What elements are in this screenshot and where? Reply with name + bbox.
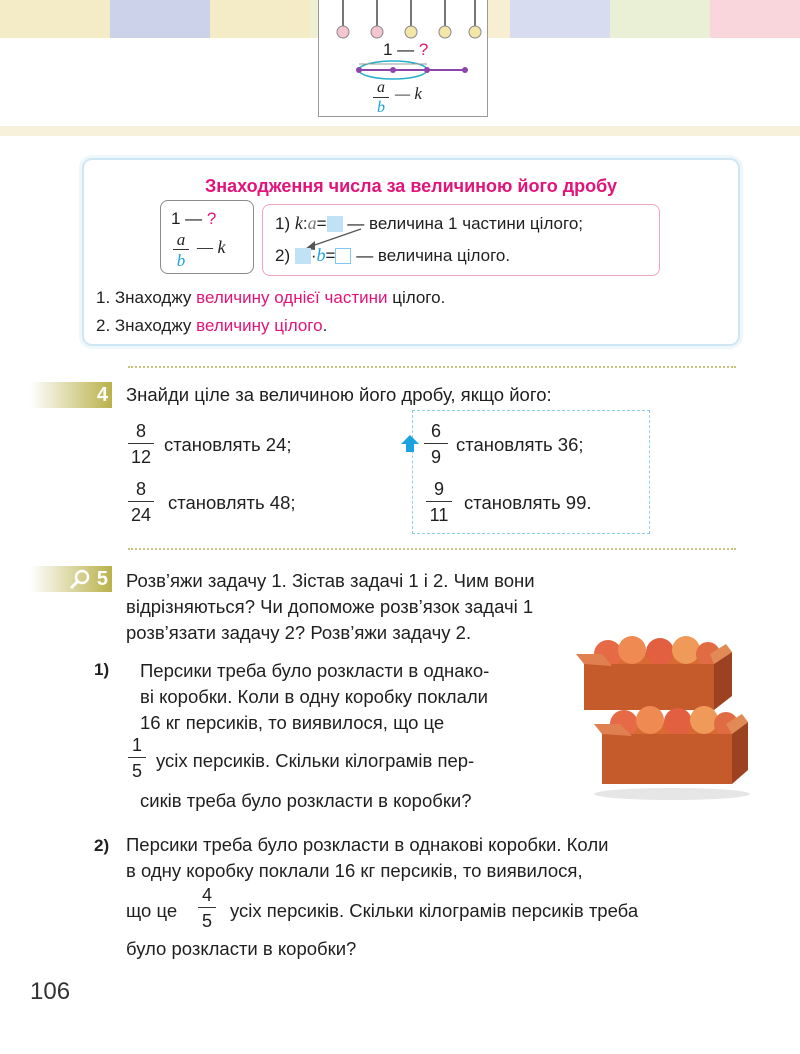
exercise-4-tab: [30, 382, 112, 408]
ex4-frac-4-num: 9: [433, 479, 444, 499]
rule-item1-pre: 1. Знаходжу: [96, 288, 197, 307]
task1-last-line: сиків треба було розкласти в коробки?: [140, 790, 472, 811]
note-top-left: 1 —: [383, 40, 415, 59]
ex5-prompt-line-2: відрізняються? Чи допоможе розв’язок задачі 1: [126, 596, 534, 617]
rule-card-l1b: ?: [206, 209, 217, 228]
rule-item2-post: .: [322, 316, 328, 335]
ex4-frac-1-num: 8: [135, 421, 146, 441]
step2-tail: — величина цілого.: [356, 246, 511, 265]
step-1: [275, 213, 583, 234]
header-divider: [0, 126, 800, 136]
step1-k: k: [294, 213, 303, 233]
ex4-frac-4-den: 11: [429, 505, 449, 525]
rule-mini-card: [160, 200, 254, 274]
exercise-5-number: 5: [96, 568, 108, 590]
ex4-frac-4: [426, 478, 452, 526]
ex4-frac-2-num: 8: [135, 479, 146, 499]
header-band-3: [210, 0, 310, 38]
task2-frac: [198, 884, 216, 932]
ex4-frac-3: [424, 420, 448, 468]
step-2: [275, 245, 510, 266]
ex5-prompt-line-3: розв’язати задачу 2? Розв’яжи задачу 2.: [126, 622, 472, 643]
exercise-5-tab: [30, 566, 112, 592]
ex4-text-3: становлять 36;: [456, 434, 584, 455]
task1-frac: [128, 734, 146, 782]
header-band-2: [110, 0, 210, 38]
dotted-divider-2: [128, 548, 736, 550]
ex4-frac-1-den: 12: [130, 447, 152, 467]
step2-dot: ·: [310, 246, 317, 265]
rule-card-l1a: 1 —: [171, 209, 203, 228]
magnifier-icon: [68, 568, 94, 590]
task2-pre-frac: що це: [126, 900, 178, 921]
dotted-divider-1: [128, 366, 736, 368]
task2-after-frac: усіх персиків. Скільки кілограмів персиків треба: [230, 900, 639, 921]
step1-eq: =: [316, 214, 327, 233]
step1-number: 1): [275, 214, 291, 233]
step2-empty-box: [335, 248, 351, 264]
rule-card-frac-den: b: [176, 251, 186, 270]
task2-line-1: Персики треба було розкласти в однакові коробки. Коли: [126, 834, 609, 855]
exercise-4-prompt: Знайди ціле за величиною його дробу, якщо його:: [126, 384, 552, 405]
ex4-text-2: становлять 48;: [168, 492, 296, 513]
step2-box: [295, 248, 311, 264]
rule-item-1: [96, 288, 445, 308]
ex5-prompt-line-1: Розв’яжи задачу 1. Зістав задачі 1 і 2. Чим вони: [126, 570, 535, 591]
step1-a: a: [307, 213, 317, 233]
note-frac-den: b: [377, 99, 385, 116]
exercise-4-number: 4: [96, 384, 108, 406]
rule-item-2: [96, 316, 327, 336]
rule-card-frac-num: a: [176, 230, 186, 249]
step2-number: 2): [275, 246, 291, 265]
rule-steps-card: [262, 204, 660, 276]
task1-line-3: 16 кг персиків, то виявилося, що це: [140, 712, 445, 733]
task1-frac-num: 1: [131, 735, 142, 755]
ex4-frac-1: [128, 420, 154, 468]
up-arrow-icon: [400, 434, 420, 454]
step2-b: b: [316, 245, 326, 265]
step1-tail: — величина 1 частини цілого;: [347, 214, 584, 233]
task1-frac-den: 5: [131, 761, 142, 781]
rule-item1-post: цілого.: [387, 288, 446, 307]
rule-card-frac-rest: — k: [197, 237, 226, 257]
ex4-frac-2: [128, 478, 154, 526]
header-band-1: [0, 0, 110, 38]
task2-line-2: в одну коробку поклали 16 кг персиків, то виявилося,: [126, 860, 583, 881]
task2-last-line: було розкласти в коробки?: [126, 938, 357, 959]
rule-item1-highlight: величину однієї частини: [196, 288, 388, 307]
step1-colon: :: [302, 214, 308, 233]
step1-box: [327, 216, 343, 232]
rule-item2-pre: 2. Знаходжу: [96, 316, 197, 335]
note-top-right: ?: [418, 40, 429, 59]
task2-label: 2): [94, 836, 110, 855]
header-band-7: [610, 0, 710, 38]
task1-line-2: ві коробки. Коли в одну коробку поклали: [140, 686, 489, 707]
task2-frac-num: 4: [201, 885, 212, 905]
task2-frac-den: 5: [201, 911, 212, 931]
ex4-frac-3-num: 6: [430, 421, 441, 441]
task1-label: 1): [94, 660, 110, 679]
ex4-frac-3-den: 9: [430, 447, 441, 467]
header-band-6: [510, 0, 610, 38]
peach-boxes-illustration: [572, 630, 752, 810]
page-number: 106: [30, 978, 71, 1005]
task1-after-frac: усіх персиків. Скільки кілограмів пер-: [156, 750, 475, 771]
ex4-text-4: становлять 99.: [464, 492, 592, 513]
note-frac-num: a: [377, 79, 385, 96]
note-frac-rest: — k: [395, 84, 422, 103]
step2-eq: =: [325, 246, 336, 265]
rule-title: Знаходження числа за величиною його дробу: [204, 176, 618, 196]
ex4-text-1: становлять 24;: [164, 434, 292, 455]
rule-item2-highlight: величину цілого: [196, 316, 323, 335]
task1-line-1: Персики треба було розкласти в однако-: [140, 660, 490, 681]
rule-box: [82, 158, 740, 346]
ex4-frac-2-den: 24: [130, 505, 152, 525]
header-band-8: [710, 0, 800, 38]
notebook-card: [318, 0, 488, 117]
